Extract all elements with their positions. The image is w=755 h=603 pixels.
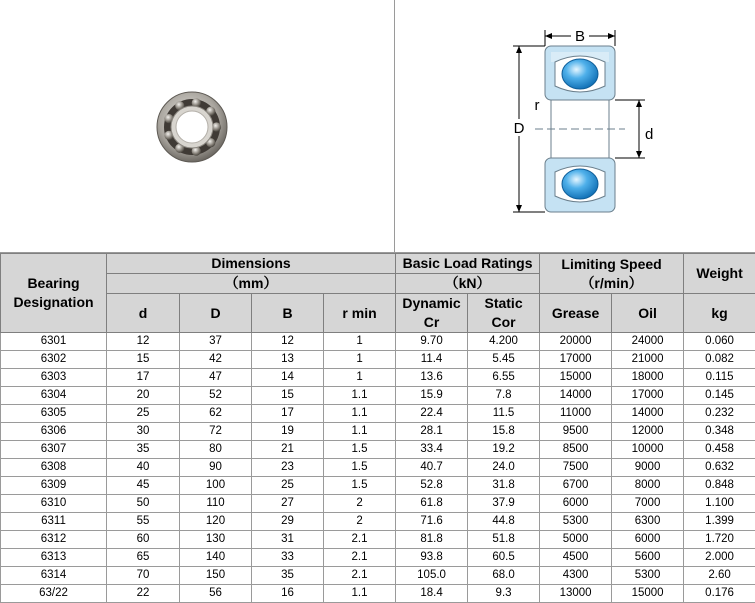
table-cell: 81.8 — [396, 531, 468, 549]
table-cell: 60 — [107, 531, 180, 549]
table-cell: 6700 — [540, 477, 612, 495]
table-cell: 5000 — [540, 531, 612, 549]
table-cell: 72 — [180, 423, 252, 441]
table-cell: 27 — [252, 495, 324, 513]
table-cell: 93.8 — [396, 549, 468, 567]
table-cell: 13000 — [540, 585, 612, 603]
table-cell: 47 — [180, 369, 252, 387]
table-cell: 15000 — [612, 585, 684, 603]
table-row — [1, 585, 755, 603]
table-cell: 1.5 — [324, 477, 396, 495]
table-cell: 0.848 — [684, 477, 755, 495]
table-cell: 20 — [107, 387, 180, 405]
table-cell: 9.3 — [468, 585, 540, 603]
section-top — [545, 46, 615, 100]
section-bottom — [545, 158, 615, 212]
table-cell: 2.1 — [324, 549, 396, 567]
table-cell: 11.4 — [396, 351, 468, 369]
table-cell: 16 — [252, 585, 324, 603]
table-cell: 7.8 — [468, 387, 540, 405]
table-cell: 12 — [107, 333, 180, 351]
table-cell: 40 — [107, 459, 180, 477]
table-cell: 1 — [324, 369, 396, 387]
dimension-B — [545, 27, 615, 46]
table-row — [1, 513, 755, 531]
table-cell: 28.1 — [396, 423, 468, 441]
table-cell: 6305 — [1, 405, 107, 423]
table-cell: 5300 — [540, 513, 612, 531]
header-D: D — [180, 294, 252, 333]
table-row — [1, 567, 755, 585]
table-cell: 33 — [252, 549, 324, 567]
table-cell: 22.4 — [396, 405, 468, 423]
table-cell: 110 — [180, 495, 252, 513]
table-cell: 52 — [180, 387, 252, 405]
table-cell: 30 — [107, 423, 180, 441]
table-cell: 140 — [180, 549, 252, 567]
table-row — [1, 369, 755, 387]
header-B: B — [252, 294, 324, 333]
table-cell: 6.55 — [468, 369, 540, 387]
table-cell: 1.1 — [324, 387, 396, 405]
table-cell: 2 — [324, 513, 396, 531]
table-cell: 17 — [252, 405, 324, 423]
header-static: Static Cor — [468, 294, 540, 333]
table-cell: 35 — [252, 567, 324, 585]
table-cell: 0.458 — [684, 441, 755, 459]
table-row — [1, 441, 755, 459]
table-cell: 0.145 — [684, 387, 755, 405]
label-D: D — [513, 120, 525, 137]
table-cell: 15 — [107, 351, 180, 369]
table-cell: 0.176 — [684, 585, 755, 603]
table-row — [1, 351, 755, 369]
table-cell: 0.232 — [684, 405, 755, 423]
table-cell: 6303 — [1, 369, 107, 387]
table-cell: 12000 — [612, 423, 684, 441]
header-limiting-speed: Limiting Speed （r/min） — [540, 254, 684, 294]
header-weight: Weight — [684, 254, 755, 294]
table-cell: 21 — [252, 441, 324, 459]
label-B: B — [574, 28, 586, 45]
table-cell: 100 — [180, 477, 252, 495]
table-cell: 5300 — [612, 567, 684, 585]
table-cell: 10000 — [612, 441, 684, 459]
table-cell: 63/22 — [1, 585, 107, 603]
table-cell: 1.399 — [684, 513, 755, 531]
table-row — [1, 423, 755, 441]
table-cell: 44.8 — [468, 513, 540, 531]
table-cell: 80 — [180, 441, 252, 459]
table-cell: 13.6 — [396, 369, 468, 387]
table-cell: 61.8 — [396, 495, 468, 513]
table-cell: 18000 — [612, 369, 684, 387]
table-cell: 7000 — [612, 495, 684, 513]
table-cell: 15 — [252, 387, 324, 405]
table-cell: 17 — [107, 369, 180, 387]
table-cell: 0.082 — [684, 351, 755, 369]
table-cell: 17000 — [612, 387, 684, 405]
header-grease: Grease — [540, 294, 612, 333]
table-cell: 51.8 — [468, 531, 540, 549]
table-cell: 6312 — [1, 531, 107, 549]
table-cell: 105.0 — [396, 567, 468, 585]
table-cell: 6308 — [1, 459, 107, 477]
table-cell: 31.8 — [468, 477, 540, 495]
table-row — [1, 549, 755, 567]
table-cell: 6307 — [1, 441, 107, 459]
table-cell: 68.0 — [468, 567, 540, 585]
table-cell: 6302 — [1, 351, 107, 369]
table-cell: 70 — [107, 567, 180, 585]
table-body — [1, 333, 755, 603]
table-cell: 29 — [252, 513, 324, 531]
table-cell: 6313 — [1, 549, 107, 567]
table-cell: 1.5 — [324, 459, 396, 477]
table-cell: 52.8 — [396, 477, 468, 495]
table-cell: 50 — [107, 495, 180, 513]
table-cell: 24000 — [612, 333, 684, 351]
table-cell: 1.5 — [324, 441, 396, 459]
header-rmin: r min — [324, 294, 396, 333]
table-cell: 2.000 — [684, 549, 755, 567]
table-cell: 2 — [324, 495, 396, 513]
table-cell: 15000 — [540, 369, 612, 387]
table-cell: 1.720 — [684, 531, 755, 549]
table-cell: 0.115 — [684, 369, 755, 387]
table-row — [1, 333, 755, 351]
table-cell: 90 — [180, 459, 252, 477]
table-cell: 18.4 — [396, 585, 468, 603]
table-cell: 4.200 — [468, 333, 540, 351]
table-cell: 120 — [180, 513, 252, 531]
table-cell: 1 — [324, 351, 396, 369]
table-cell: 1.100 — [684, 495, 755, 513]
table-cell: 71.6 — [396, 513, 468, 531]
table-cell: 0.632 — [684, 459, 755, 477]
table-cell: 22 — [107, 585, 180, 603]
table-cell: 14 — [252, 369, 324, 387]
table-row — [1, 495, 755, 513]
table-cell: 9000 — [612, 459, 684, 477]
table-cell: 60.5 — [468, 549, 540, 567]
table-cell: 40.7 — [396, 459, 468, 477]
table-cell: 130 — [180, 531, 252, 549]
table-cell: 15.9 — [396, 387, 468, 405]
table-cell: 35 — [107, 441, 180, 459]
table-row — [1, 531, 755, 549]
table-cell: 6300 — [612, 513, 684, 531]
table-cell: 150 — [180, 567, 252, 585]
table-row — [1, 459, 755, 477]
table-cell: 6304 — [1, 387, 107, 405]
header-designation: Bearing Designation — [1, 254, 107, 333]
table-cell: 14000 — [612, 405, 684, 423]
bearing-photo-cell — [0, 0, 395, 253]
table-cell: 13 — [252, 351, 324, 369]
table-cell: 20000 — [540, 333, 612, 351]
table-cell: 6301 — [1, 333, 107, 351]
table-cell: 6000 — [540, 495, 612, 513]
header-dimensions-unit: （mm） — [107, 274, 396, 294]
table-cell: 17000 — [540, 351, 612, 369]
table-cell: 42 — [180, 351, 252, 369]
table-cell: 2.1 — [324, 567, 396, 585]
table-cell: 1.1 — [324, 423, 396, 441]
header-d: d — [107, 294, 180, 333]
table-cell: 9500 — [540, 423, 612, 441]
table-cell: 5.45 — [468, 351, 540, 369]
table-cell: 21000 — [612, 351, 684, 369]
table-cell: 1.1 — [324, 585, 396, 603]
table-cell: 1.1 — [324, 405, 396, 423]
table-cell: 62 — [180, 405, 252, 423]
table-cell: 8500 — [540, 441, 612, 459]
table-cell: 4300 — [540, 567, 612, 585]
header-dimensions: Dimensions — [107, 254, 396, 274]
bearing-photo-ring — [157, 92, 227, 162]
header-dynamic: Dynamic Cr — [396, 294, 468, 333]
table-cell: 2.1 — [324, 531, 396, 549]
table-cell: 4500 — [540, 549, 612, 567]
table-cell: 7500 — [540, 459, 612, 477]
table-cell: 33.4 — [396, 441, 468, 459]
table-cell: 65 — [107, 549, 180, 567]
header-load-ratings: Basic Load Ratings — [396, 254, 540, 274]
table-cell: 25 — [252, 477, 324, 495]
label-d: d — [645, 126, 654, 143]
table-cell: 25 — [107, 405, 180, 423]
table-cell: 45 — [107, 477, 180, 495]
table-cell: 6000 — [612, 531, 684, 549]
bearing-photo — [0, 0, 394, 252]
table-cell: 9.70 — [396, 333, 468, 351]
table-cell: 11.5 — [468, 405, 540, 423]
header-kg: kg — [684, 294, 755, 333]
table-cell: 56 — [180, 585, 252, 603]
table-cell: 15.8 — [468, 423, 540, 441]
table-cell: 0.348 — [684, 423, 755, 441]
bearing-spec-table — [0, 253, 755, 603]
table-row — [1, 477, 755, 495]
table-row — [1, 387, 755, 405]
label-r: r — [534, 97, 540, 114]
table-cell: 37 — [180, 333, 252, 351]
table-cell: 5600 — [612, 549, 684, 567]
table-cell: 6306 — [1, 423, 107, 441]
table-cell: 11000 — [540, 405, 612, 423]
table-cell: 55 — [107, 513, 180, 531]
table-cell: 12 — [252, 333, 324, 351]
table-cell: 31 — [252, 531, 324, 549]
header-oil: Oil — [612, 294, 684, 333]
bearing-drawing-cell — [395, 0, 755, 253]
bearing-cross-section-diagram — [395, 0, 755, 252]
table-cell: 19.2 — [468, 441, 540, 459]
table-cell: 19 — [252, 423, 324, 441]
header-load-unit: （kN） — [396, 274, 540, 294]
table-cell: 6309 — [1, 477, 107, 495]
table-cell: 6314 — [1, 567, 107, 585]
table-cell: 14000 — [540, 387, 612, 405]
table-cell: 0.060 — [684, 333, 755, 351]
table-cell: 8000 — [612, 477, 684, 495]
table-cell: 37.9 — [468, 495, 540, 513]
table-cell: 24.0 — [468, 459, 540, 477]
table-row — [1, 405, 755, 423]
table-cell: 1 — [324, 333, 396, 351]
table-cell: 6310 — [1, 495, 107, 513]
table-cell: 6311 — [1, 513, 107, 531]
table-cell: 23 — [252, 459, 324, 477]
table-cell: 2.60 — [684, 567, 755, 585]
